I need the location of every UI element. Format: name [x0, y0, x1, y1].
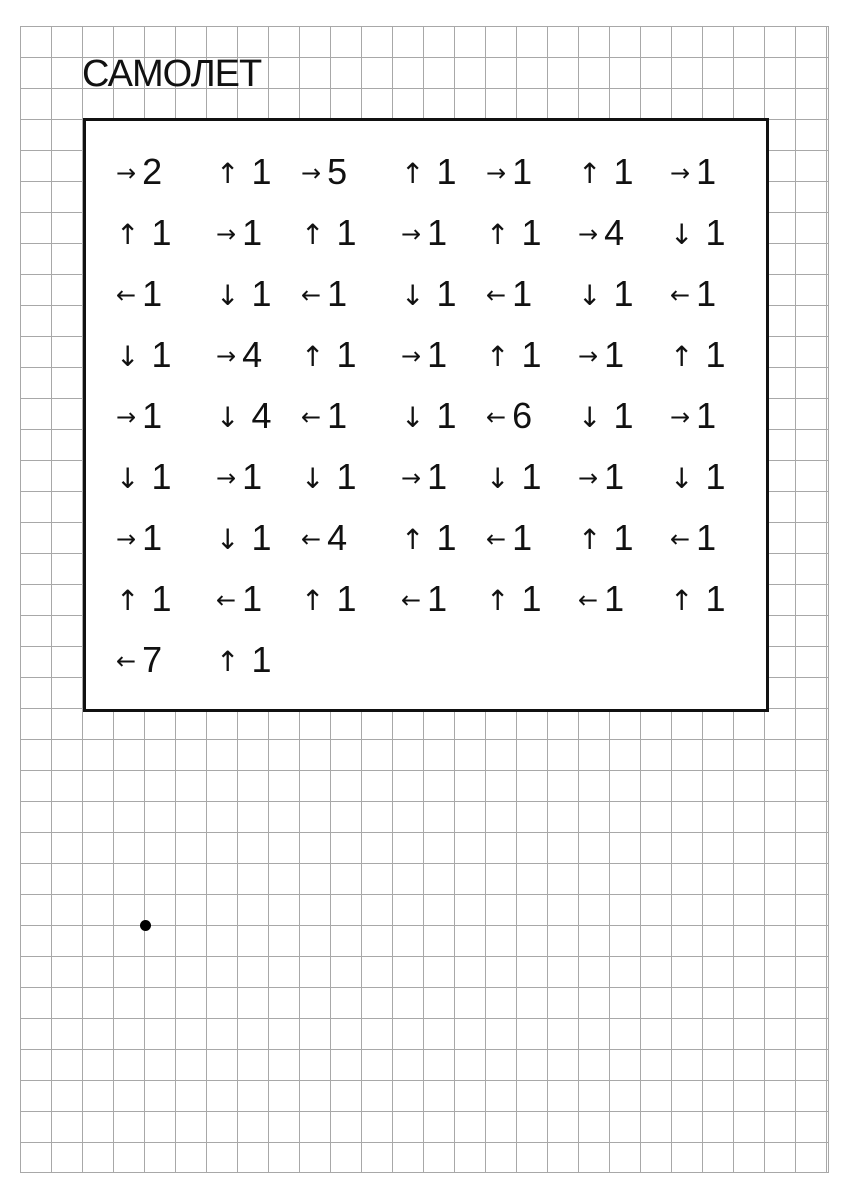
- step-count: 1: [705, 334, 726, 375]
- step-count: 1: [705, 212, 726, 253]
- step-count: 4: [251, 395, 272, 436]
- step-down: [578, 391, 634, 441]
- step-count: 1: [705, 456, 726, 497]
- step-count: 1: [251, 639, 272, 680]
- arrow-down-icon: ↓: [216, 400, 240, 434]
- step-right: [116, 147, 162, 197]
- arrow-right-icon: →: [401, 464, 422, 492]
- arrow-down-icon: ↓: [116, 339, 140, 373]
- step-up: [486, 330, 542, 380]
- step-right: [401, 452, 447, 502]
- step-down: [116, 330, 172, 380]
- step-left: [486, 391, 532, 441]
- step-right: [216, 208, 262, 258]
- step-up: [301, 208, 357, 258]
- step-count: 4: [604, 212, 625, 253]
- arrow-left-icon: ←: [486, 281, 507, 309]
- step-right: [116, 391, 162, 441]
- step-count: 1: [696, 151, 717, 192]
- step-right: [486, 147, 532, 197]
- arrow-left-icon: ←: [670, 525, 691, 553]
- step-right: [216, 330, 262, 380]
- step-down: [216, 513, 272, 563]
- step-left: [301, 269, 347, 319]
- step-count: 6: [512, 395, 533, 436]
- step-down: [486, 452, 542, 502]
- arrow-up-icon: ↑: [486, 583, 510, 617]
- step-count: 4: [327, 517, 348, 558]
- arrow-right-icon: →: [578, 220, 599, 248]
- step-left: [670, 513, 716, 563]
- arrow-up-icon: ↑: [301, 217, 325, 251]
- arrow-up-icon: ↑: [401, 522, 425, 556]
- arrow-left-icon: ←: [301, 403, 322, 431]
- step-count: 1: [436, 395, 457, 436]
- step-up: [116, 574, 172, 624]
- arrow-up-icon: ↑: [578, 156, 602, 190]
- step-right: [401, 208, 447, 258]
- arrow-up-icon: ↑: [216, 156, 240, 190]
- step-left: [670, 269, 716, 319]
- step-count: 1: [142, 517, 163, 558]
- step-down: [301, 452, 357, 502]
- step-count: 2: [142, 151, 163, 192]
- step-row: [86, 513, 766, 563]
- step-count: 1: [142, 395, 163, 436]
- arrow-left-icon: ←: [301, 525, 322, 553]
- arrow-up-icon: ↑: [301, 339, 325, 373]
- step-right: [578, 208, 624, 258]
- step-right: [216, 452, 262, 502]
- arrow-left-icon: ←: [486, 525, 507, 553]
- step-up: [301, 574, 357, 624]
- step-count: 1: [436, 517, 457, 558]
- step-left: [486, 513, 532, 563]
- step-down: [670, 452, 726, 502]
- arrow-down-icon: ↓: [670, 461, 694, 495]
- arrow-up-icon: ↑: [486, 339, 510, 373]
- arrow-right-icon: →: [116, 159, 137, 187]
- step-count: 1: [521, 456, 542, 497]
- step-count: 1: [613, 273, 634, 314]
- step-right: [301, 147, 347, 197]
- step-up: [486, 208, 542, 258]
- dictation-instructions-box: [83, 118, 769, 712]
- arrow-up-icon: ↑: [670, 583, 694, 617]
- arrow-up-icon: ↑: [670, 339, 694, 373]
- step-right: [401, 330, 447, 380]
- arrow-down-icon: ↓: [116, 461, 140, 495]
- step-down: [670, 208, 726, 258]
- step-left: [486, 269, 532, 319]
- step-count: 1: [613, 395, 634, 436]
- step-row: [86, 147, 766, 197]
- step-down: [401, 391, 457, 441]
- step-left: [116, 635, 162, 685]
- step-count: 1: [521, 334, 542, 375]
- step-down: [116, 452, 172, 502]
- step-left: [301, 391, 347, 441]
- arrow-left-icon: ←: [578, 586, 599, 614]
- arrow-right-icon: →: [401, 220, 422, 248]
- step-count: 1: [604, 456, 625, 497]
- step-right: [670, 147, 716, 197]
- arrow-down-icon: ↓: [578, 400, 602, 434]
- step-right: [578, 330, 624, 380]
- step-row: [86, 391, 766, 441]
- step-count: 1: [613, 151, 634, 192]
- step-count: 1: [336, 578, 357, 619]
- step-up: [216, 147, 272, 197]
- step-up: [578, 513, 634, 563]
- step-count: 1: [427, 578, 448, 619]
- step-up: [401, 147, 457, 197]
- step-count: 1: [336, 212, 357, 253]
- arrow-up-icon: ↑: [578, 522, 602, 556]
- arrow-up-icon: ↑: [486, 217, 510, 251]
- step-count: 1: [604, 334, 625, 375]
- arrow-down-icon: ↓: [401, 400, 425, 434]
- start-point-dot: [140, 920, 151, 931]
- arrow-left-icon: ←: [301, 281, 322, 309]
- step-up: [116, 208, 172, 258]
- step-left: [216, 574, 262, 624]
- step-left: [301, 513, 347, 563]
- step-right: [116, 513, 162, 563]
- step-count: 1: [705, 578, 726, 619]
- page-title: САМОЛЕТ: [82, 53, 262, 95]
- step-count: 1: [151, 456, 172, 497]
- step-up: [486, 574, 542, 624]
- step-count: 1: [251, 273, 272, 314]
- step-count: 5: [327, 151, 348, 192]
- arrow-right-icon: →: [578, 342, 599, 370]
- step-down: [401, 269, 457, 319]
- step-down: [578, 269, 634, 319]
- step-count: 1: [512, 517, 533, 558]
- arrow-left-icon: ←: [116, 647, 137, 675]
- step-count: 1: [521, 578, 542, 619]
- arrow-right-icon: →: [670, 159, 691, 187]
- arrow-down-icon: ↓: [578, 278, 602, 312]
- arrow-left-icon: ←: [401, 586, 422, 614]
- step-count: 1: [327, 273, 348, 314]
- step-up: [670, 574, 726, 624]
- arrow-right-icon: →: [116, 525, 137, 553]
- arrow-down-icon: ↓: [216, 522, 240, 556]
- step-count: 1: [436, 151, 457, 192]
- step-count: 1: [251, 151, 272, 192]
- step-count: 1: [512, 151, 533, 192]
- arrow-up-icon: ↑: [301, 583, 325, 617]
- step-row: [86, 330, 766, 380]
- arrow-down-icon: ↓: [216, 278, 240, 312]
- arrow-down-icon: ↓: [301, 461, 325, 495]
- step-up: [216, 635, 272, 685]
- arrow-right-icon: →: [486, 159, 507, 187]
- step-down: [216, 269, 272, 319]
- step-count: 1: [696, 517, 717, 558]
- step-count: 4: [242, 334, 263, 375]
- arrow-up-icon: ↑: [116, 217, 140, 251]
- step-count: 1: [242, 456, 263, 497]
- arrow-right-icon: →: [116, 403, 137, 431]
- arrow-right-icon: →: [401, 342, 422, 370]
- step-count: 1: [242, 578, 263, 619]
- arrow-left-icon: ←: [116, 281, 137, 309]
- step-up: [301, 330, 357, 380]
- step-left: [578, 574, 624, 624]
- arrow-left-icon: ←: [216, 586, 237, 614]
- step-count: 1: [427, 334, 448, 375]
- arrow-up-icon: ↑: [216, 644, 240, 678]
- step-count: 1: [604, 578, 625, 619]
- step-row: [86, 269, 766, 319]
- step-count: 1: [336, 334, 357, 375]
- step-count: 1: [242, 212, 263, 253]
- step-row: [86, 452, 766, 502]
- arrow-right-icon: →: [216, 220, 237, 248]
- step-left: [401, 574, 447, 624]
- arrow-left-icon: ←: [670, 281, 691, 309]
- arrow-up-icon: ↑: [401, 156, 425, 190]
- arrow-right-icon: →: [216, 464, 237, 492]
- step-row: [86, 635, 766, 685]
- step-count: 1: [613, 517, 634, 558]
- step-left: [116, 269, 162, 319]
- arrow-down-icon: ↓: [401, 278, 425, 312]
- step-count: 1: [151, 334, 172, 375]
- step-count: 1: [696, 395, 717, 436]
- arrow-right-icon: →: [578, 464, 599, 492]
- step-row: [86, 208, 766, 258]
- arrow-up-icon: ↑: [116, 583, 140, 617]
- step-down: [216, 391, 272, 441]
- step-count: 1: [436, 273, 457, 314]
- step-up: [578, 147, 634, 197]
- arrow-left-icon: ←: [486, 403, 507, 431]
- step-right: [578, 452, 624, 502]
- step-right: [670, 391, 716, 441]
- step-count: 1: [696, 273, 717, 314]
- step-count: 1: [427, 456, 448, 497]
- step-count: 1: [336, 456, 357, 497]
- step-up: [670, 330, 726, 380]
- step-count: 1: [512, 273, 533, 314]
- step-row: [86, 574, 766, 624]
- step-up: [401, 513, 457, 563]
- step-count: 1: [151, 578, 172, 619]
- step-count: 1: [327, 395, 348, 436]
- step-count: 1: [151, 212, 172, 253]
- step-count: 1: [521, 212, 542, 253]
- arrow-right-icon: →: [216, 342, 237, 370]
- arrow-right-icon: →: [670, 403, 691, 431]
- step-count: 1: [142, 273, 163, 314]
- step-count: 1: [427, 212, 448, 253]
- step-count: 7: [142, 639, 163, 680]
- step-count: 1: [251, 517, 272, 558]
- arrow-down-icon: ↓: [486, 461, 510, 495]
- arrow-right-icon: →: [301, 159, 322, 187]
- arrow-down-icon: ↓: [670, 217, 694, 251]
